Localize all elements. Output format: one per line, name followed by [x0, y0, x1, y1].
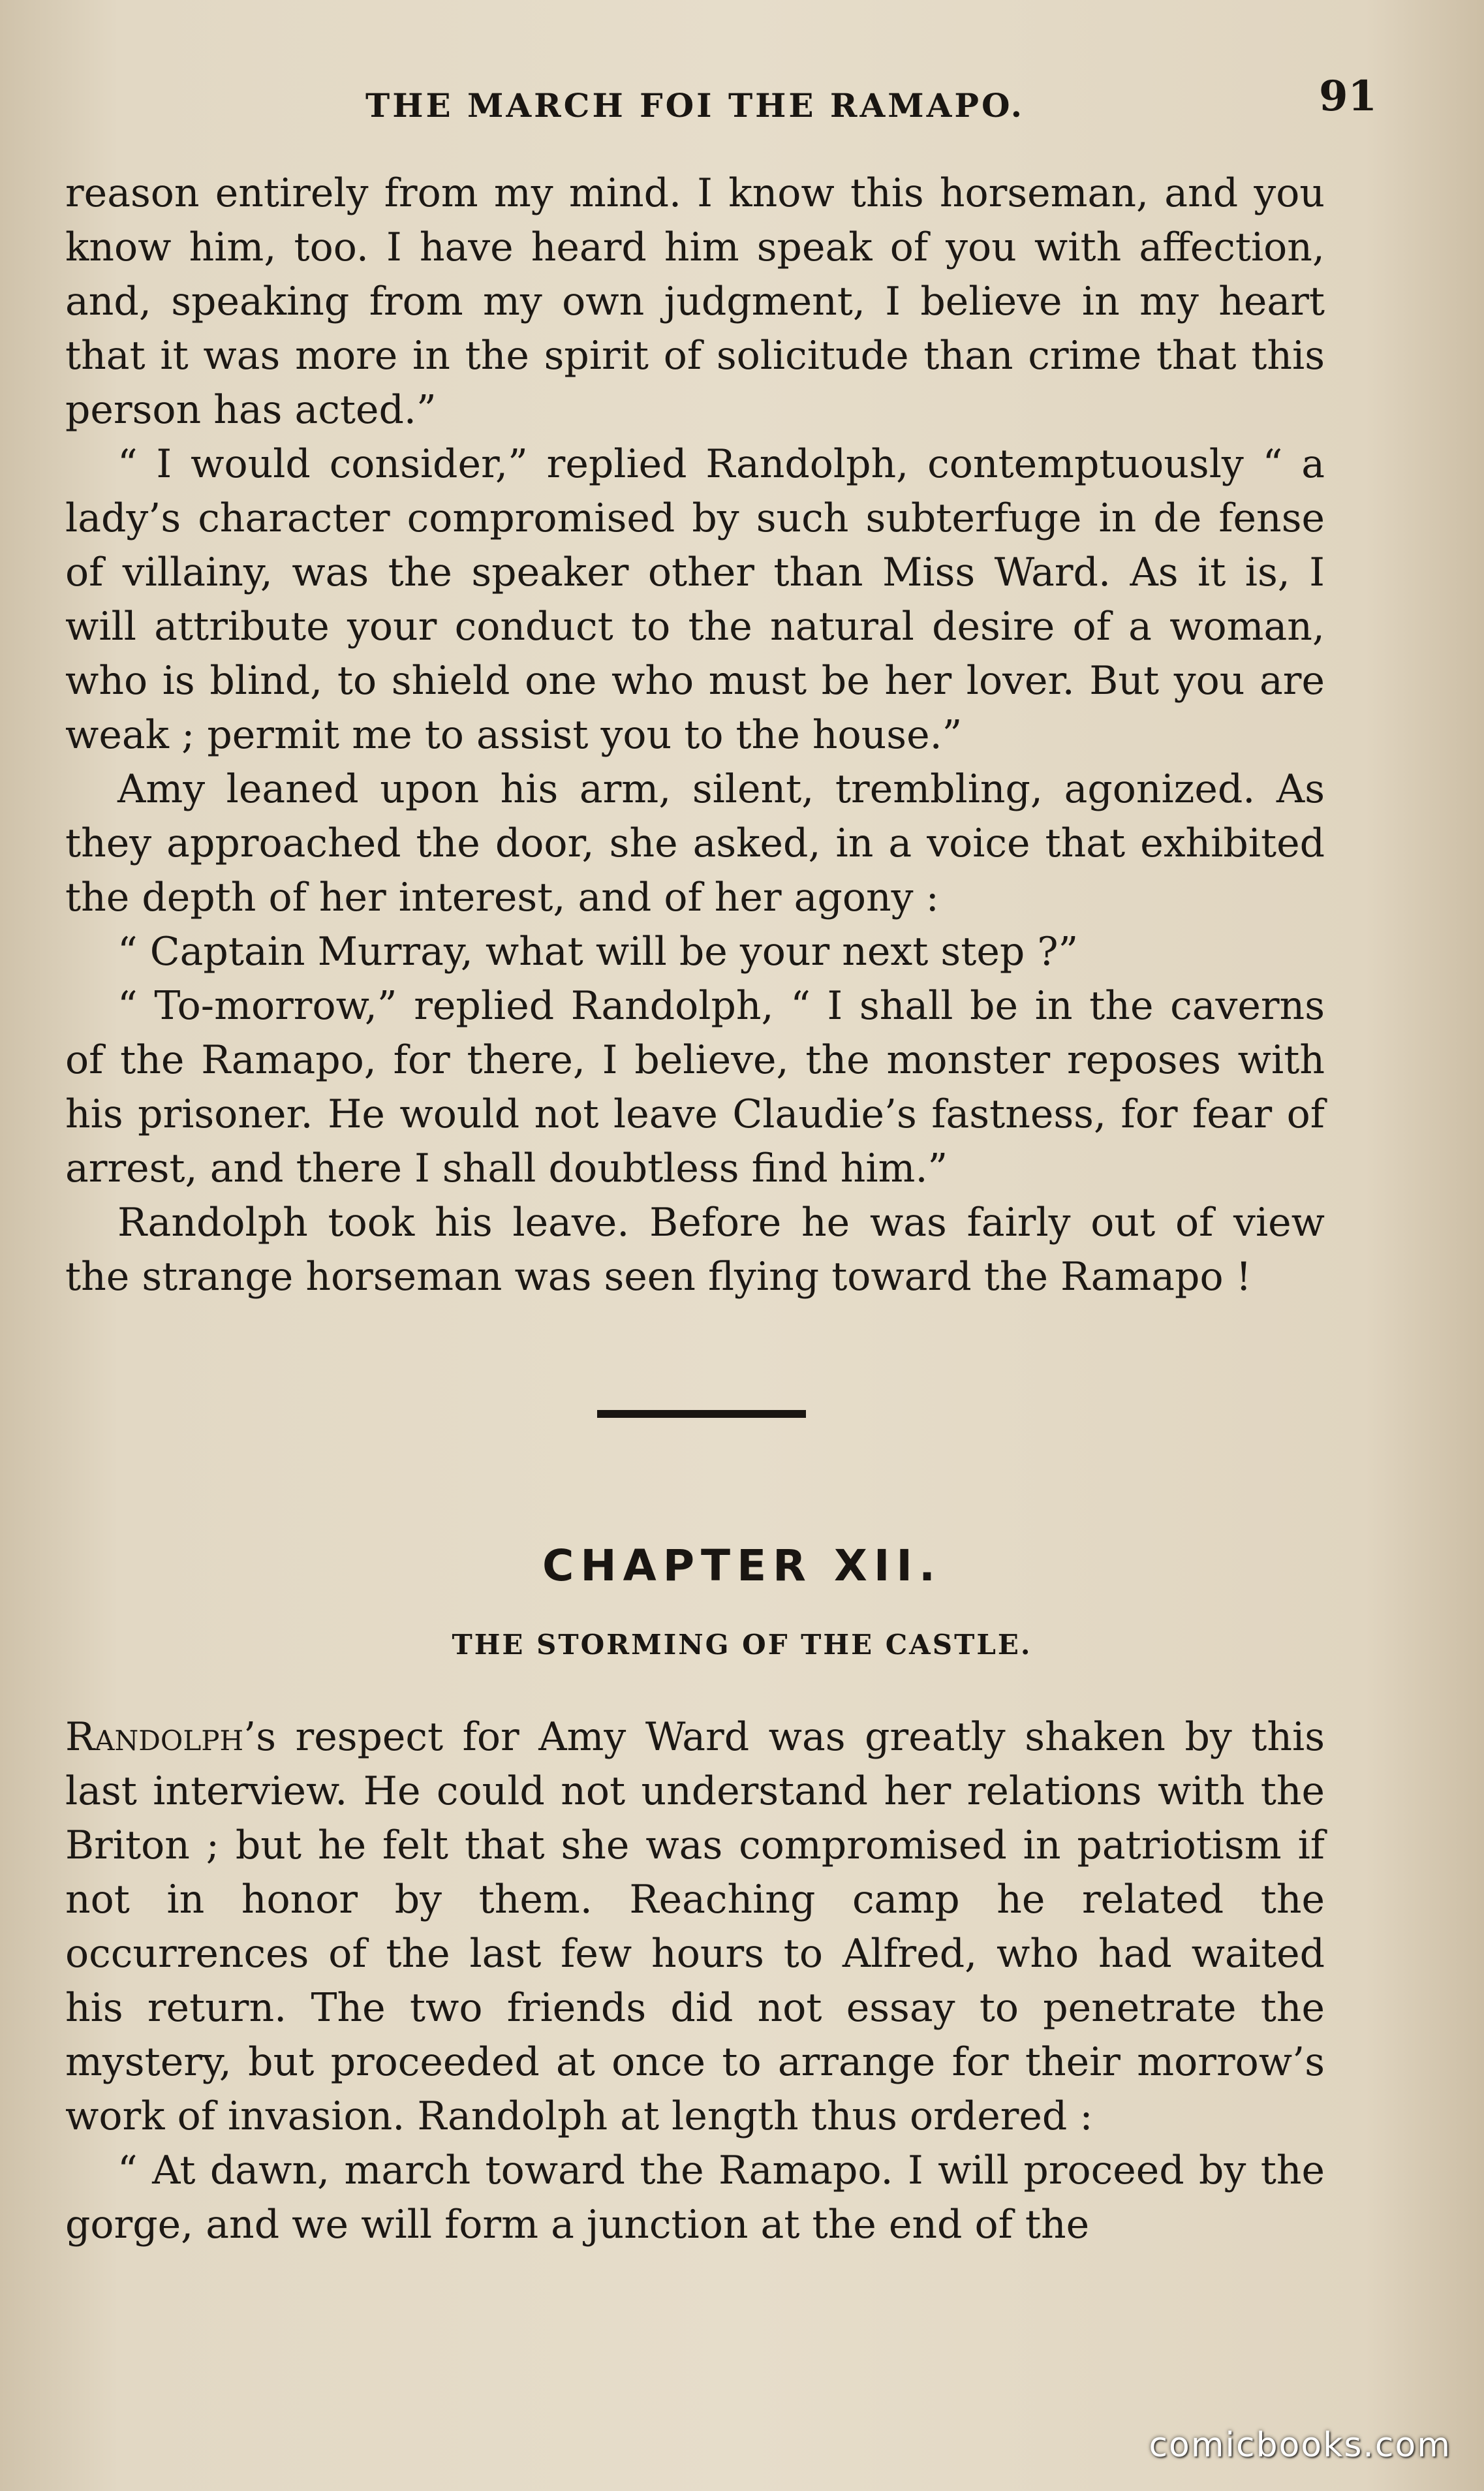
- watermark: comicbooks.com: [1149, 2426, 1451, 2465]
- running-head: THE MARCH FOI THE RAMAPO.: [365, 86, 1025, 125]
- paragraph: “ At dawn, march toward the Ramapo. I will proceed by the gorge, and we will form a junction at the end of the: [65, 2148, 1325, 2248]
- chapter-subtitle: THE STORMING OF THE CASTLE.: [452, 1629, 1032, 1661]
- chapter-title: CHAPTER XII.: [542, 1541, 942, 1591]
- paragraph: reason entirely from my mind. I know this horseman, and you know him, too. I have heard him speak of you with affection, and, speaking from my own judgment, I believe in my heart that it was more in the spirit of solicitude than crime that this person has acted.”: [65, 170, 1325, 433]
- paragraph: “ To-morrow,” replied Randolph, “ I shall be in the caverns of the Ramapo, for there, I believe, the monster reposes with his prisoner. He would not leave Claudie’s fastness, for fear of arrest, and there I shall doubtless find him.”: [65, 983, 1325, 1191]
- paragraph: “ Captain Murray, what will be your next step ?”: [117, 929, 1079, 975]
- lead-word: Randolph: [65, 1714, 244, 1760]
- text-section-one: [65, 166, 1325, 1304]
- paragraph: Randolph took his leave. Before he was fairly out of view the strange horseman was seen flying toward the Ramapo !: [65, 1200, 1325, 1300]
- page-header: [65, 72, 1384, 150]
- text-section-two: [65, 1710, 1325, 2252]
- paragraph: “ I would consider,” replied Randolph, contemptuously “ a lady’s character compromised by such subterfuge in de fense of villainy, was the speaker other than Miss Ward. As it is, I will attribute your conduct to the natural desire of a woman, who is blind, to shield one who must be her lover. But you are weak ; permit me to assist you to the house.”: [65, 441, 1325, 758]
- page-number: 91: [1318, 72, 1377, 121]
- paragraph-body: ’s respect for Amy Ward was greatly shaken by this last interview. He could not understand her relations with the Briton ; but he felt that she was compromised in patriotism if not in honor by them. Reaching camp he related the occurrences of the last few hours to Alfred, who had waited his return. The two friends did not essay to penetrate the mystery, but proceeded at once to arrange for their morrow’s work of invasion. Randolph at length thus ordered :: [65, 1714, 1325, 2139]
- paragraph: Amy leaned upon his arm, silent, trembling, agonized. As they approached the door, she asked, in a voice that exhibited the depth of her interest, and of her agony :: [65, 766, 1325, 920]
- section-divider-rule: [597, 1410, 806, 1418]
- paragraph: [65, 1710, 1325, 2144]
